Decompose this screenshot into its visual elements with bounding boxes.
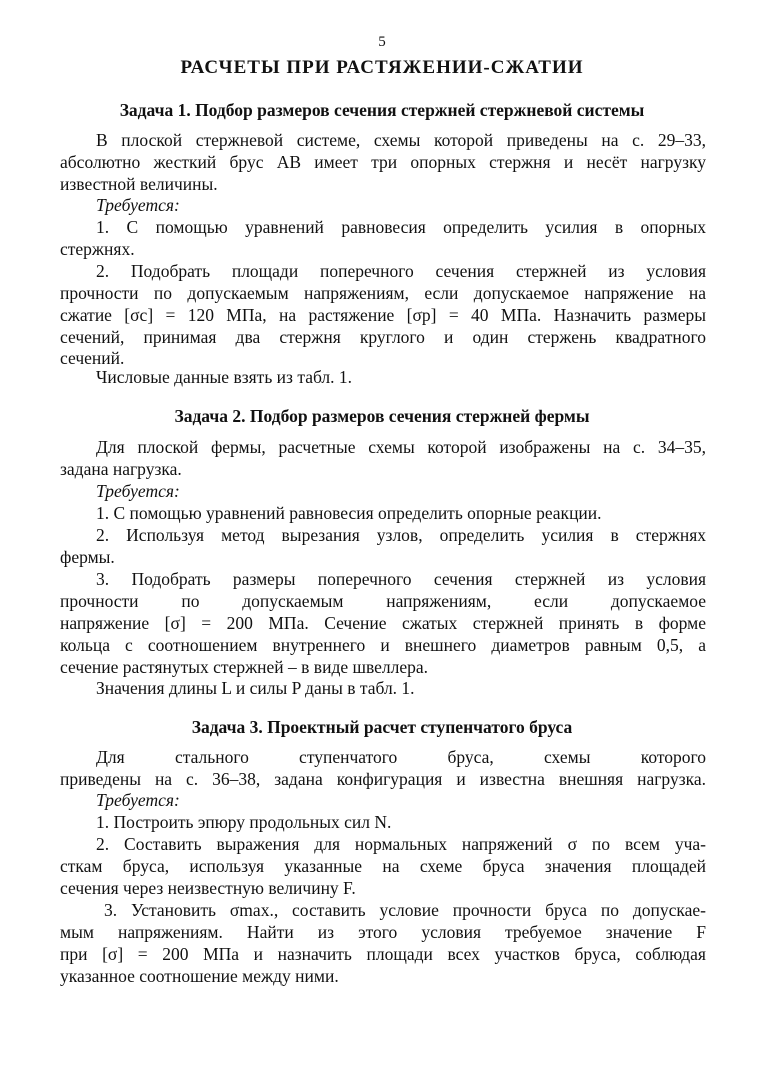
page-number: 5 [378, 34, 386, 50]
task1-line: 2. Подобрать площади поперечного сечения стержней из условия [96, 261, 706, 281]
task2-line: сечение растянутых стержней – в виде швеллера. [60, 657, 429, 677]
task1-line: 1. С помощью уравнений равновесия определить усилия в опорных [96, 217, 706, 237]
task1-line: абсолютно жесткий брус AB имеет три опорных стержня и несёт нагрузку [60, 152, 706, 172]
task1-line: сжатие [σc] = 120 МПа, на растяжение [σp] = 40 МПа. Назначить размеры [60, 305, 706, 325]
task2-line: Для плоской фермы, расчетные схемы которой изображены на с. 34–35, [96, 437, 706, 457]
task2-line: кольца с соотношением внутреннего и внешнего диаметров равным 0,5, а [60, 635, 706, 655]
task1-heading: Задача 1. Подбор размеров сечения стержней стержневой системы [119, 100, 645, 120]
task3-line: сткам бруса, используя указанные на схеме бруса значения площадей [60, 856, 706, 876]
task1-line: сечений, принимая два стержня круглого и один стержень квадратного [60, 327, 706, 347]
task3-line: 2. Составить выражения для нормальных напряжений σ по всем уча- [96, 834, 706, 854]
task3-line: сечения через неизвестную величину F. [60, 878, 356, 898]
task2-line: задана нагрузка. [60, 459, 182, 479]
task1-line: стержнях. [60, 239, 135, 259]
task2-line: фермы. [60, 547, 115, 567]
task2-requires-label: Требуется: [96, 481, 180, 501]
task1-line: известной величины. [60, 174, 218, 194]
task2-line: прочности по допускаемым напряжениям, если допускаемое [60, 591, 706, 611]
task3-line: 1. Построить эпюру продольных сил N. [96, 812, 392, 832]
task1-line: В плоской стержневой системе, схемы которой приведены на с. 29–33, [96, 130, 706, 150]
task2-heading: Задача 2. Подбор размеров сечения стержней фермы [174, 406, 590, 426]
task2-line: 1. С помощью уравнений равновесия определить опорные реакции. [96, 503, 602, 523]
task3-line: приведены на с. 36–38, задана конфигурация и известна внешняя нагрузка. [60, 769, 706, 789]
task2-line: 2. Используя метод вырезания узлов, определить усилия в стержнях [96, 525, 706, 545]
task2-line: Значения длины L и силы P даны в табл. 1. [96, 678, 415, 698]
task3-line: указанное соотношение между ними. [60, 966, 339, 986]
task2-line: 3. Подобрать размеры поперечного сечения стержней из условия [96, 569, 706, 589]
task3-line: мым напряжениям. Найти из этого условия требуемое значение F [60, 922, 706, 942]
task3-heading: Задача 3. Проектный расчет ступенчатого бруса [191, 717, 573, 737]
task2-line: напряжение [σ] = 200 МПа. Сечение сжатых стержней принять в форме [60, 613, 706, 633]
task3-line: при [σ] = 200 МПа и назначить площади всех участков бруса, соблюдая [60, 944, 706, 964]
task1-line: Числовые данные взять из табл. 1. [96, 367, 353, 387]
task1-line: сечений. [60, 348, 125, 368]
task3-line: 3. Установить σmax., составить условие прочности бруса по допускае- [104, 900, 706, 920]
task1-line: прочности по допускаемым напряжениям, если допускаемое напряжение на [60, 283, 706, 303]
task3-line: Для стального ступенчатого бруса, схемы которого [96, 747, 706, 767]
task3-requires-label: Требуется: [96, 790, 180, 810]
task1-requires-label: Требуется: [96, 195, 180, 215]
page-title: РАСЧЕТЫ ПРИ РАСТЯЖЕНИИ-СЖАТИИ [180, 57, 584, 78]
